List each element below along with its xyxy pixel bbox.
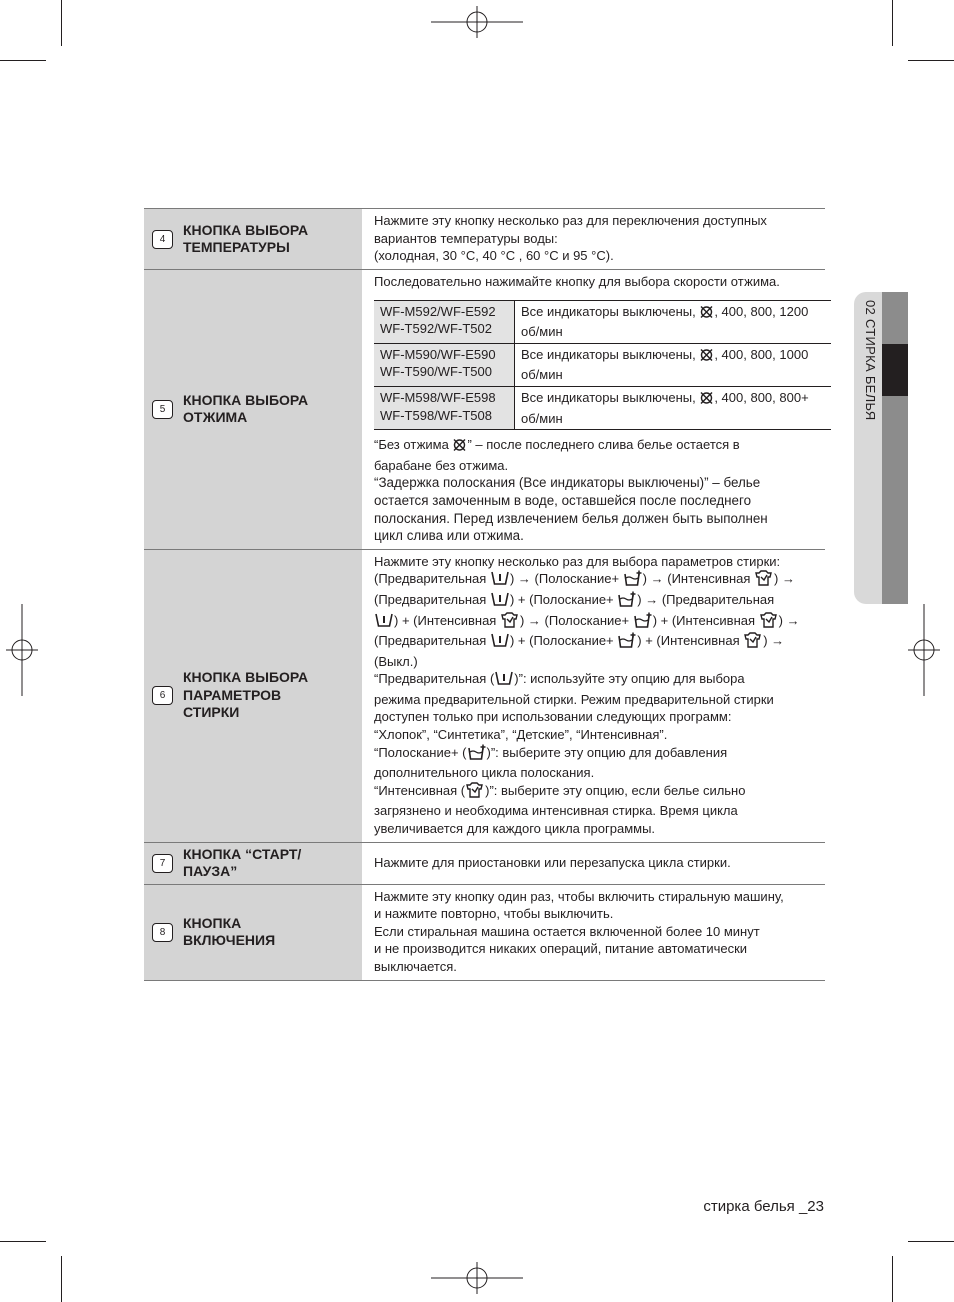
speed-cell: Все индикаторы выключены, , 400, 800, 1000 об/мин [515,343,832,386]
row-number-badge: 7 [152,854,173,873]
rinse-plus-icon [617,591,637,612]
controls-table [144,208,825,981]
rinse-plus-icon [467,744,487,765]
row-label-cell [144,842,362,884]
table-row [144,270,825,550]
row-label: КНОПКА ВЫБОРА ПАРАМЕТРОВ СТИРКИ [183,669,309,721]
intensive-icon [465,782,485,803]
table-row [144,884,825,980]
no-spin-icon [699,305,714,324]
table-row [374,343,831,386]
model-cell: WF-M598/WF-E598 WF-T598/WF-T508 [374,386,515,429]
row-label-cell [144,270,362,550]
row-description: Нажмите эту кнопку несколько раз для выбора параметров стирки: (Предварительная ) → (Полоскание+ ) → (Интенсивная ) → (Предварительная ) + (Полоскание+ ) → (Предварительная ) + (Интенсивная ) → (Полоскание+ ) + (Интенсивная ) → (Предварительная ) + (Полоскание+ ) + (Интенсивная ) → (Выкл.) “Предварительная ( )”: используйте эту опцию для выбора режима предварительной стирки. Режим предварительной стирки доступен только при использовании следующих программ: “Хлопок”, “Синтетика”, “Детские”, “Интенсивная”. “Полоскание+ ( )”: выберите эту опцию для добавления дополнительного цикла полоскания. “Интенсивная ( )”: выберите эту опцию, если белье сильно загрязнено и необходима интенсивная стирка. Время цикла увеличивается для каждого цикла программы. [362,549,825,842]
row-label: КНОПКА “СТАРТ/ ПАУЗА” [183,845,302,880]
rinse-plus-icon [623,570,643,591]
table-row [144,549,825,842]
rinse-plus-icon [617,632,637,653]
crop-mark [892,0,893,46]
row-label-cell [144,549,362,842]
crop-mark [0,1241,46,1242]
table-row [144,842,825,884]
model-cell: WF-M592/WF-E592 WF-T592/WF-T502 [374,300,515,343]
model-cell: WF-M590/WF-E590 WF-T590/WF-T500 [374,343,515,386]
spin-speed-table [374,300,831,431]
crop-mark [908,60,954,61]
prewash-icon [494,671,514,691]
no-spin-icon [699,391,714,410]
intensive-icon [743,632,763,653]
chapter-label: 02 СТИРКА БЕЛЬЯ [863,300,878,421]
prewash-icon [490,571,510,591]
crop-mark [61,1256,62,1302]
table-row [374,386,831,429]
no-spin-icon [699,348,714,367]
intensive-icon [500,612,520,633]
row-number-badge: 6 [152,686,173,705]
row-label-cell [144,884,362,980]
crop-mark [908,1241,954,1242]
crop-mark [0,60,46,61]
prewash-icon [490,592,510,612]
prewash-icon [374,613,394,633]
table-row [374,300,831,343]
row-description: Нажмите для приостановки или перезапуска цикла стирки. [362,842,825,884]
intensive-icon [754,570,774,591]
page-footer: стирка белья _23 [703,1198,824,1215]
registration-mark-icon [908,604,940,696]
row-number-badge: 5 [152,400,173,419]
chapter-tab-strip [882,292,908,604]
row-label-cell [144,209,362,270]
speed-cell: Все индикаторы выключены, , 400, 800, 1200 об/мин [515,300,832,343]
prewash-icon [490,633,510,653]
row-number-badge: 4 [152,230,173,249]
registration-mark-icon [431,6,523,38]
crop-mark [892,1256,893,1302]
registration-mark-icon [431,1262,523,1294]
row-number-badge: 8 [152,923,173,942]
row-label: КНОПКА ВЫБОРА ТЕМПЕРАТУРЫ [183,221,309,255]
table-row [144,209,825,270]
row-description: Последовательно нажимайте кнопку для выбора скорости отжима. WF-M592/WF-E592 WF-T592/WF-T502 Все индикаторы выключены, , 400, 800, 1200 об/мин WF-M590/WF-E590 WF-T590/WF-T500 Все индикаторы выключены, , 400, 800, 1000 об/мин WF-M598/WF-E598 WF-T598/WF-T508 Все индикаторы выключены, , 400, 800, 800+ об/мин “Без отжима ” – после последнего слива белье остается в барабане без отжима. “Задержка полоскания (Все индикаторы выключены)” – белье остается замоченным в воде, оставшейся после последнего полоскания. Перед извлечением белья должен быть выполнен цикл слива или отжима. [362,270,825,550]
row-description: Нажмите эту кнопку один раз, чтобы включить стиральную машину, и нажмите повторно, чтобы выключить. Если стиральная машина остается включенной более 10 минут и не производится никаких операций, питание автоматически выключается. [362,884,825,980]
speed-cell: Все индикаторы выключены, , 400, 800, 800+ об/мин [515,386,832,429]
row-label: КНОПКА ВКЛЮЧЕНИЯ [183,914,276,949]
row-description: Нажмите эту кнопку несколько раз для переключения доступных вариантов температуры воды: (холодная, 30 °C, 40 °C , 60 °C и 95 °C). [362,209,825,270]
intensive-icon [759,612,779,633]
rinse-plus-icon [633,612,653,633]
row-label: КНОПКА ВЫБОРА ОТЖИМА [183,391,309,426]
crop-mark [61,0,62,46]
chapter-tab-marker [882,344,908,396]
no-spin-icon [452,438,467,457]
registration-mark-icon [6,604,38,696]
